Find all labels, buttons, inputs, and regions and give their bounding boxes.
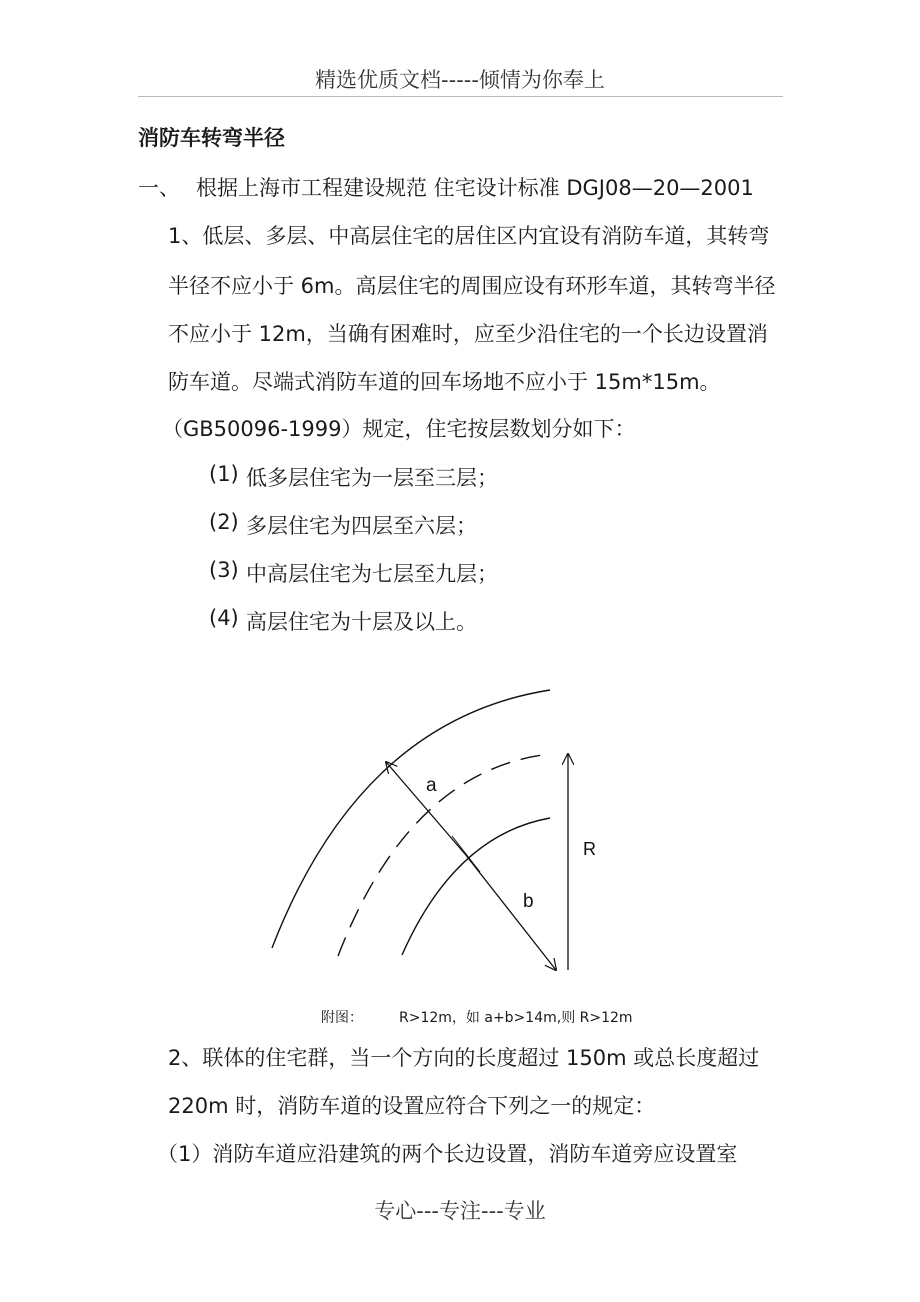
paragraph-line: 1、低层、多层、中高层住宅的居住区内宜设有消防车道，其转弯 <box>168 224 770 248</box>
figure-caption-prefix: 附图： <box>321 1010 363 1026</box>
paragraph-line: 不应小于 12m，当确有困难时，应至少沿住宅的一个长边设置消 <box>168 322 768 346</box>
regulation-line: （GB50096-1999）规定，住宅按层数划分如下： <box>162 417 636 441</box>
label-R: R <box>583 839 596 859</box>
list-item-text: 高层住宅为十层及以上。 <box>246 610 477 634</box>
paragraph-line: （1）消防车道应沿建筑的两个长边设置，消防车道旁应设置室 <box>157 1142 738 1166</box>
paragraph-line: 220m 时，消防车道的设置应符合下列之一的规定： <box>168 1094 656 1118</box>
header-divider <box>138 96 783 97</box>
section-marker: 一、 <box>138 176 180 200</box>
list-item-number: (4) <box>209 606 239 630</box>
list-item-text: 低多层住宅为一层至三层； <box>246 466 498 490</box>
list-item-text: 多层住宅为四层至六层； <box>246 514 477 538</box>
page-header: 精选优质文档-----倾情为你奉上 <box>315 68 605 92</box>
section-heading: 根据上海市工程建设规范 住宅设计标准 DGJ08—20—2001 <box>196 176 754 200</box>
label-a: a <box>426 775 437 796</box>
list-item-text: 中高层住宅为七层至九层； <box>246 562 498 586</box>
paragraph-line: 防车道。尽端式消防车道的回车场地不应小于 15m*15m。 <box>168 370 721 394</box>
page-footer: 专心---专注---专业 <box>374 1199 546 1223</box>
dimension-arrow-b <box>465 854 556 970</box>
turning-radius-diagram <box>250 680 610 980</box>
document-title: 消防车转弯半径 <box>138 126 285 150</box>
list-item-number: (3) <box>209 558 239 582</box>
figure-caption: R>12m，如 a+b>14m,则 R>12m <box>399 1010 633 1026</box>
tick-mark <box>452 836 480 872</box>
list-item-number: (1) <box>209 462 239 486</box>
paragraph-line: 半径不应小于 6m。高层住宅的周围应设有环形车道，其转弯半径 <box>168 274 776 298</box>
list-item-number: (2) <box>209 510 239 534</box>
paragraph-line: 2、联体的住宅群，当一个方向的长度超过 150m 或总长度超过 <box>168 1046 760 1070</box>
label-b: b <box>523 891 534 912</box>
